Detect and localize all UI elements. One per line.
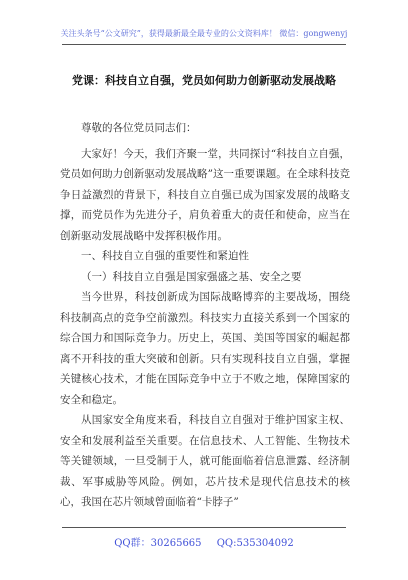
footer-qq-group: QQ群：30265665 (114, 538, 202, 549)
footer-contact (0, 534, 408, 549)
header-divider (62, 44, 346, 45)
body-paragraph: 从国家安全角度来看，科技自立自强对于维护国家主权、安全和发展利益至关重要。在信息技术、人工智能、生物技术等关键领域，一旦受制于人，就可能面临着信息泄露、经济制裁、军事威胁等风险。例如，芯片技术是现代信息技术的核心，我国在芯片领域曾面临着“卡脖子” (60, 414, 350, 508)
header-promo-note: 关注头条号“公文研究”，获得最新最全最专业的公文资料库！ 微信：gongwenyj (60, 29, 348, 38)
document-body (60, 118, 350, 513)
subsection-heading: （一）科技自立自强是国家强盛之基、安全之要 (81, 270, 302, 283)
section-heading: 一、科技自立自强的重要性和紧迫性 (81, 250, 249, 262)
salutation-paragraph: 尊敬的各位党员同志们： (81, 122, 197, 134)
body-paragraph: 当今世界，科技创新成为国际战略博弈的主要战场，围绕科技制高点的竞争空前激烈。科技实力直接关系到一个国家的综合国力和国际竞争力。历史上，英国、美国等国家的崛起都离不开科技的重大突破和创新。只有实现科技自立自强，掌握关键核心技术，才能在国际竞争中立于不败之地，保障国家的安全和稳定。 (60, 291, 350, 406)
footer-divider (62, 527, 346, 528)
footer-qq: QQ:535304092 (216, 538, 294, 549)
document-title: 党课：科技自立自强，党员如何助力创新驱动发展战略 (72, 74, 336, 87)
intro-paragraph: 大家好！今天，我们齐聚一堂，共同探讨“科技自立自强，党员如何助力创新驱动发展战略”这一重要课题。在全球科技竞争日益激烈的背景下，科技自立自强已成为国家发展的战略支撑，而党员作为先进分子，肩负着重大的责任和使命，应当在创新驱动发展战略中发挥积极作用。 (60, 147, 350, 242)
